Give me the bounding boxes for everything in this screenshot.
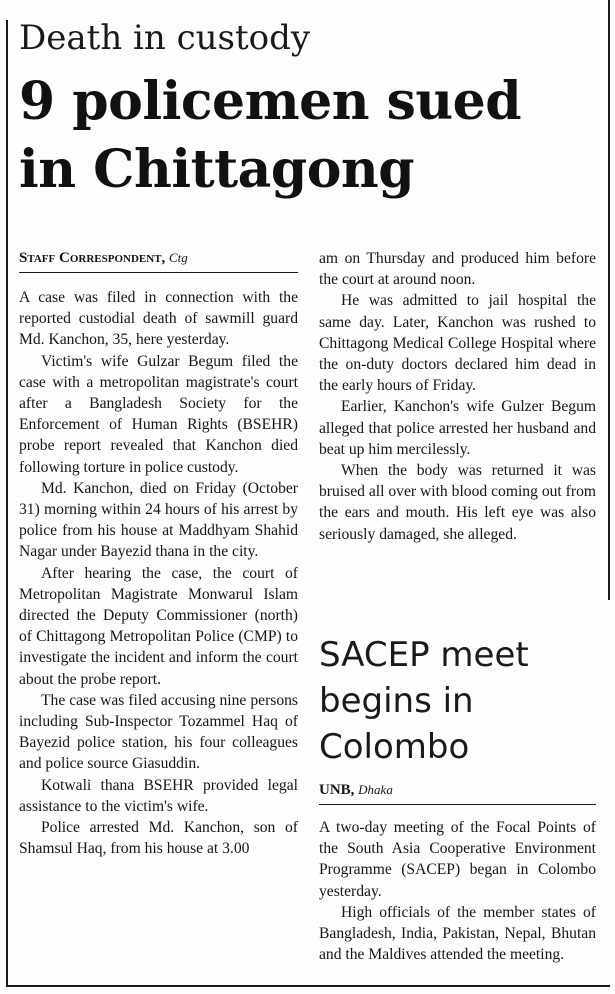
article1-paragraph: Earlier, Kanchon's wife Gulzer Begum alleged that police arrested her husband and beat up him mercilessly. — [319, 398, 596, 458]
article1-column-2 — [319, 248, 596, 545]
article2-byline-name: UNB, — [319, 782, 355, 798]
main-headline — [19, 68, 609, 204]
kicker-headline: Death in custody — [19, 18, 311, 58]
article1-paragraph: am on Thursday and produced him before the court at around noon. — [319, 250, 596, 289]
article1-byline-place: Ctg — [169, 250, 188, 265]
article1-paragraph: When the body was returned it was bruised all over with blood coming out from the ears and mouth. His left eye was also seriously damaged, she alleged. — [319, 462, 596, 543]
article1-byline — [19, 248, 188, 268]
article1-paragraph: After hearing the case, the court of Metropolitan Magistrate Monwarul Islam directed the Deputy Commissioner (north) of Chittagong Metropolitan Police (CMP) to investigate the incident and inform the court about the probe report. — [19, 564, 298, 688]
article1-paragraph: He was admitted to jail hospital the same day. Later, Kanchon was rushed to Chittagong Medical College Hospital where the on-duty doctors declared him dead in the early hours of Friday. — [319, 292, 596, 395]
article1-paragraph: A case was filed in connection with the reported custodial death of sawmill guard Md. Kanchon, 35, here yesterday. — [19, 289, 298, 349]
main-headline-line-1: 9 policemen sued — [19, 71, 522, 132]
article2-headline-line-2: begins in — [319, 681, 474, 721]
left-border-rule — [6, 20, 8, 985]
article1-byline-name: Staff Correspondent, — [19, 250, 166, 266]
article2-byline-place: Dhaka — [358, 782, 393, 797]
article1-byline-rule — [19, 272, 298, 273]
article2-headline — [319, 632, 609, 770]
article2-paragraph: High officials of the member states of Bangladesh, India, Pakistan, Nepal, Bhutan and the Maldives attended the meeting. — [319, 903, 596, 964]
article1-paragraph: Police arrested Md. Kanchon, son of Shamsul Haq, from his house at 3.00 — [19, 819, 298, 858]
article2-byline — [319, 780, 393, 800]
article2-byline-rule — [319, 804, 596, 805]
article1-paragraph: Victim's wife Gulzar Begum filed the case with a metropolitan magistrate's court after a Bangladesh Society for the Enforcement of Human Rights (BSEHR) probe report revealed that Kanchon died following torture in police custody. — [19, 352, 298, 476]
article1-paragraph: Kotwali thana BSEHR provided legal assistance to the victim's wife. — [19, 776, 298, 815]
article1-paragraph: The case was filed accusing nine persons including Sub-Inspector Tozammel Haq of Bayezid police station, his four colleagues and police source Giasuddin. — [19, 691, 298, 773]
article1-paragraph: Md. Kanchon, died on Friday (October 31) morning within 24 hours of his arrest by police from his house at Maddhyam Shahid Nagar under Bayezid thana in the city. — [19, 479, 298, 561]
article2-paragraph: A two-day meeting of the Focal Points of the South Asia Cooperative Environment Programme (SACEP) began in Colombo yesterday. — [319, 819, 596, 900]
article2-headline-line-1: SACEP meet — [319, 635, 529, 675]
article2-headline-line-3: Colombo — [319, 727, 470, 767]
article2-body — [319, 817, 596, 965]
main-headline-line-2: in Chittagong — [19, 139, 415, 200]
bottom-border-rule — [6, 985, 610, 987]
article1-column-1 — [19, 287, 298, 859]
